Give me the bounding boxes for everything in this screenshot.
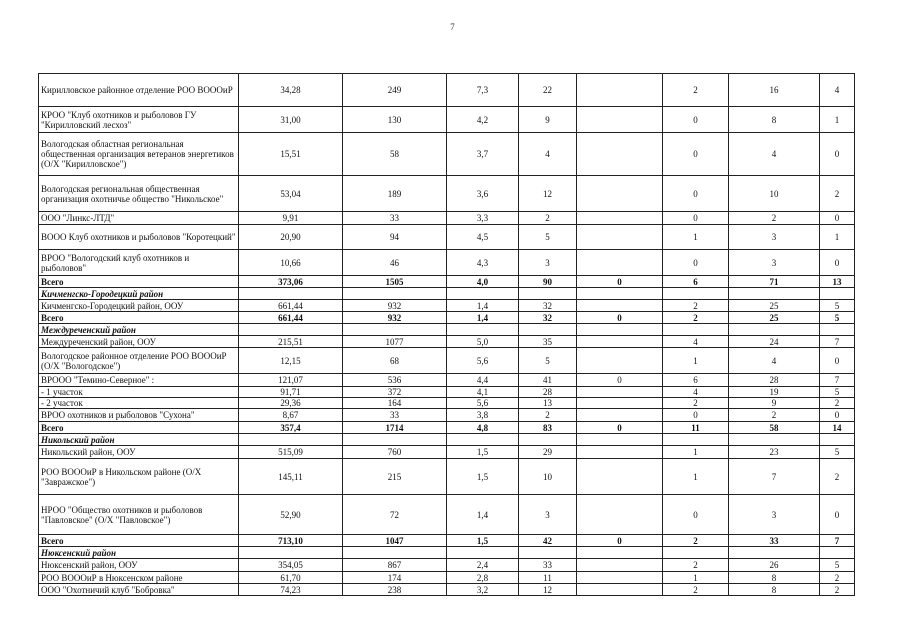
value-cell-col2: 33 (343, 409, 447, 422)
organization-name-cell: Никольский район, ООУ (39, 446, 239, 459)
value-cell-col1: 9,91 (239, 212, 343, 225)
value-cell-col1: 357,4 (239, 422, 343, 434)
section-header-row (39, 324, 855, 336)
value-cell-col1: 61,70 (239, 572, 343, 584)
value-cell-col5: 0 (577, 276, 663, 288)
value-cell-col2: 372 (343, 387, 447, 398)
organization-name-cell: Всего (39, 535, 239, 547)
organization-name-cell: ООО "Линкс-ЛТД" (39, 212, 239, 225)
organization-name-cell: - 2 участок (39, 398, 239, 409)
table-row (39, 250, 855, 276)
value-cell-col6: 0 (663, 250, 729, 276)
value-cell-col7: 10 (729, 176, 820, 212)
value-cell-col7: 19 (729, 387, 820, 398)
value-cell-col2: 1077 (343, 336, 447, 348)
value-cell-col7: 2 (729, 409, 820, 422)
value-cell-col4: 11 (519, 572, 577, 584)
value-cell-col4: 2 (519, 212, 577, 225)
value-cell-col7: 16 (729, 74, 820, 107)
value-cell-col8: 13 (820, 276, 855, 288)
value-cell-col3: 3,2 (447, 584, 519, 596)
value-cell-col8: 5 (820, 559, 855, 572)
total-row (39, 422, 855, 434)
value-cell-col4: 2 (519, 409, 577, 422)
table-row (39, 374, 855, 387)
value-cell-col1: 52,90 (239, 495, 343, 535)
table-row (39, 336, 855, 348)
value-cell-col8: 0 (820, 133, 855, 176)
value-cell-col1: 15,51 (239, 133, 343, 176)
total-row (39, 535, 855, 547)
value-cell-col1 (239, 434, 343, 446)
value-cell-col7: 23 (729, 446, 820, 459)
value-cell-col8: 7 (820, 336, 855, 348)
value-cell-col5 (577, 572, 663, 584)
value-cell-col3: 3,8 (447, 409, 519, 422)
value-cell-col4 (519, 324, 577, 336)
table-row (39, 300, 855, 312)
value-cell-col1: 215,51 (239, 336, 343, 348)
value-cell-col7: 58 (729, 422, 820, 434)
value-cell-col8: 5 (820, 312, 855, 324)
value-cell-col4: 9 (519, 107, 577, 133)
value-cell-col7 (729, 324, 820, 336)
table-body (39, 74, 855, 596)
value-cell-col6: 6 (663, 276, 729, 288)
organization-name-cell: ВРОО охотников и рыболовов "Сухона" (39, 409, 239, 422)
value-cell-col1: 20,90 (239, 225, 343, 250)
value-cell-col1: 713,10 (239, 535, 343, 547)
value-cell-col4 (519, 288, 577, 300)
organization-name-cell: - 1 участок (39, 387, 239, 398)
value-cell-col7: 3 (729, 225, 820, 250)
hunting-grounds-table (38, 73, 855, 596)
value-cell-col6: 1 (663, 225, 729, 250)
value-cell-col4: 83 (519, 422, 577, 434)
section-header-row (39, 547, 855, 559)
value-cell-col7 (729, 288, 820, 300)
table-row (39, 446, 855, 459)
value-cell-col5: 0 (577, 312, 663, 324)
value-cell-col7: 25 (729, 300, 820, 312)
value-cell-col8: 2 (820, 584, 855, 596)
table-row (39, 398, 855, 409)
value-cell-col3: 4,5 (447, 225, 519, 250)
value-cell-col2: 932 (343, 312, 447, 324)
organization-name-cell: Нюксенский район (39, 547, 239, 559)
organization-name-cell: Кичменгско-Городецкий район, ООУ (39, 300, 239, 312)
organization-name-cell: КРОО "Клуб охотников и рыболовов ГУ "Кирилловский лесхоз" (39, 107, 239, 133)
value-cell-col8: 0 (820, 409, 855, 422)
organization-name-cell: Междуреченский район, ООУ (39, 336, 239, 348)
value-cell-col3: 2,8 (447, 572, 519, 584)
value-cell-col1: 8,67 (239, 409, 343, 422)
value-cell-col7: 25 (729, 312, 820, 324)
value-cell-col8: 5 (820, 387, 855, 398)
value-cell-col4: 13 (519, 398, 577, 409)
table-row (39, 572, 855, 584)
organization-name-cell: ООО "Охотничий клуб "Бобровка" (39, 584, 239, 596)
value-cell-col7 (729, 434, 820, 446)
value-cell-col3: 3,3 (447, 212, 519, 225)
organization-name-cell: Вологодская областная региональная общественная организация ветеранов энергетиков (О/Х "Кирилловское") (39, 133, 239, 176)
value-cell-col2: 1505 (343, 276, 447, 288)
value-cell-col2 (343, 324, 447, 336)
value-cell-col8: 0 (820, 250, 855, 276)
value-cell-col3: 4,3 (447, 250, 519, 276)
table-row (39, 348, 855, 374)
value-cell-col6: 0 (663, 212, 729, 225)
value-cell-col4: 33 (519, 559, 577, 572)
value-cell-col6: 2 (663, 398, 729, 409)
table-row (39, 225, 855, 250)
value-cell-col5 (577, 547, 663, 559)
value-cell-col6: 1 (663, 348, 729, 374)
value-cell-col6: 4 (663, 387, 729, 398)
organization-name-cell: РОО ВОООиР в Нюксенском районе (39, 572, 239, 584)
value-cell-col8: 2 (820, 572, 855, 584)
value-cell-col1: 515,09 (239, 446, 343, 459)
value-cell-col4: 5 (519, 225, 577, 250)
value-cell-col7: 4 (729, 133, 820, 176)
value-cell-col3: 1,4 (447, 300, 519, 312)
value-cell-col5 (577, 288, 663, 300)
table-row (39, 584, 855, 596)
value-cell-col7: 8 (729, 107, 820, 133)
value-cell-col6: 1 (663, 459, 729, 495)
value-cell-col4: 5 (519, 348, 577, 374)
value-cell-col3: 3,6 (447, 176, 519, 212)
value-cell-col3 (447, 288, 519, 300)
value-cell-col8: 1 (820, 107, 855, 133)
table-row (39, 133, 855, 176)
value-cell-col3: 1,5 (447, 535, 519, 547)
value-cell-col3: 4,1 (447, 387, 519, 398)
organization-name-cell: Кирилловское районное отделение РОО ВОООиР (39, 74, 239, 107)
value-cell-col3 (447, 324, 519, 336)
value-cell-col6: 2 (663, 535, 729, 547)
value-cell-col5 (577, 176, 663, 212)
value-cell-col5 (577, 559, 663, 572)
value-cell-col1: 74,23 (239, 584, 343, 596)
value-cell-col8: 0 (820, 212, 855, 225)
value-cell-col2: 68 (343, 348, 447, 374)
table-row (39, 409, 855, 422)
value-cell-col1: 661,44 (239, 312, 343, 324)
value-cell-col2: 932 (343, 300, 447, 312)
value-cell-col5 (577, 225, 663, 250)
value-cell-col2: 867 (343, 559, 447, 572)
value-cell-col4: 90 (519, 276, 577, 288)
table-row (39, 74, 855, 107)
value-cell-col1 (239, 324, 343, 336)
value-cell-col2: 1714 (343, 422, 447, 434)
section-header-row (39, 434, 855, 446)
value-cell-col6: 11 (663, 422, 729, 434)
value-cell-col7: 7 (729, 459, 820, 495)
value-cell-col3: 5,6 (447, 398, 519, 409)
value-cell-col8: 1 (820, 225, 855, 250)
value-cell-col3: 7,3 (447, 74, 519, 107)
value-cell-col2: 58 (343, 133, 447, 176)
value-cell-col5 (577, 133, 663, 176)
value-cell-col1: 29,36 (239, 398, 343, 409)
value-cell-col1: 354,05 (239, 559, 343, 572)
value-cell-col5 (577, 584, 663, 596)
value-cell-col5: 0 (577, 422, 663, 434)
table-row (39, 387, 855, 398)
value-cell-col6: 2 (663, 559, 729, 572)
value-cell-col1: 661,44 (239, 300, 343, 312)
value-cell-col5 (577, 434, 663, 446)
value-cell-col4: 28 (519, 387, 577, 398)
value-cell-col4 (519, 434, 577, 446)
value-cell-col4: 10 (519, 459, 577, 495)
value-cell-col2: 174 (343, 572, 447, 584)
value-cell-col2: 33 (343, 212, 447, 225)
value-cell-col1: 91,71 (239, 387, 343, 398)
value-cell-col3: 1,4 (447, 312, 519, 324)
value-cell-col5 (577, 387, 663, 398)
value-cell-col5 (577, 107, 663, 133)
value-cell-col4: 32 (519, 312, 577, 324)
value-cell-col6: 0 (663, 133, 729, 176)
table-row (39, 459, 855, 495)
table-row (39, 176, 855, 212)
value-cell-col6: 4 (663, 336, 729, 348)
value-cell-col2: 249 (343, 74, 447, 107)
value-cell-col1: 10,66 (239, 250, 343, 276)
value-cell-col8: 0 (820, 348, 855, 374)
value-cell-col4: 3 (519, 250, 577, 276)
value-cell-col6: 0 (663, 495, 729, 535)
value-cell-col8 (820, 324, 855, 336)
value-cell-col5 (577, 74, 663, 107)
value-cell-col7: 28 (729, 374, 820, 387)
value-cell-col8: 2 (820, 398, 855, 409)
value-cell-col3: 5,0 (447, 336, 519, 348)
organization-name-cell: ВООО Клуб охотников и рыболовов "Коротецкий" (39, 225, 239, 250)
value-cell-col7: 3 (729, 250, 820, 276)
value-cell-col4: 12 (519, 584, 577, 596)
value-cell-col4 (519, 547, 577, 559)
total-row (39, 312, 855, 324)
value-cell-col5 (577, 348, 663, 374)
organization-name-cell: НРОО "Общество охотников и рыболовов "Павловское" (О/Х "Павловское") (39, 495, 239, 535)
value-cell-col2: 72 (343, 495, 447, 535)
table-row (39, 495, 855, 535)
value-cell-col2: 215 (343, 459, 447, 495)
organization-name-cell: Всего (39, 312, 239, 324)
value-cell-col7: 9 (729, 398, 820, 409)
value-cell-col7: 71 (729, 276, 820, 288)
value-cell-col4: 35 (519, 336, 577, 348)
value-cell-col2: 1047 (343, 535, 447, 547)
value-cell-col5 (577, 324, 663, 336)
value-cell-col7: 33 (729, 535, 820, 547)
value-cell-col5: 0 (577, 535, 663, 547)
value-cell-col1: 12,15 (239, 348, 343, 374)
organization-name-cell: Всего (39, 422, 239, 434)
organization-name-cell: Кичменгско-Городецкий район (39, 288, 239, 300)
value-cell-col5 (577, 459, 663, 495)
value-cell-col2 (343, 434, 447, 446)
value-cell-col7: 2 (729, 212, 820, 225)
value-cell-col2: 536 (343, 374, 447, 387)
value-cell-col8: 0 (820, 495, 855, 535)
value-cell-col3: 4,4 (447, 374, 519, 387)
value-cell-col3: 3,7 (447, 133, 519, 176)
section-header-row (39, 288, 855, 300)
value-cell-col6: 6 (663, 374, 729, 387)
value-cell-col1: 53,04 (239, 176, 343, 212)
value-cell-col7: 8 (729, 572, 820, 584)
value-cell-col2 (343, 288, 447, 300)
value-cell-col3: 2,4 (447, 559, 519, 572)
value-cell-col6: 0 (663, 176, 729, 212)
value-cell-col6 (663, 324, 729, 336)
value-cell-col6: 2 (663, 584, 729, 596)
value-cell-col6: 1 (663, 446, 729, 459)
value-cell-col7: 26 (729, 559, 820, 572)
organization-name-cell: Вологодское районное отделение РОО ВОООиР (О/Х "Вологодское") (39, 348, 239, 374)
value-cell-col5: 0 (577, 374, 663, 387)
value-cell-col3 (447, 547, 519, 559)
value-cell-col2: 130 (343, 107, 447, 133)
value-cell-col2: 238 (343, 584, 447, 596)
organization-name-cell: Никольский район (39, 434, 239, 446)
value-cell-col4: 12 (519, 176, 577, 212)
value-cell-col1: 373,06 (239, 276, 343, 288)
value-cell-col1: 121,07 (239, 374, 343, 387)
value-cell-col2: 164 (343, 398, 447, 409)
value-cell-col2: 189 (343, 176, 447, 212)
value-cell-col3: 4,8 (447, 422, 519, 434)
organization-name-cell: Всего (39, 276, 239, 288)
value-cell-col8: 5 (820, 300, 855, 312)
value-cell-col3: 1,4 (447, 495, 519, 535)
organization-name-cell: Междуреченский район (39, 324, 239, 336)
value-cell-col8: 4 (820, 74, 855, 107)
value-cell-col4: 22 (519, 74, 577, 107)
value-cell-col2: 46 (343, 250, 447, 276)
total-row (39, 276, 855, 288)
value-cell-col5 (577, 300, 663, 312)
value-cell-col6 (663, 288, 729, 300)
value-cell-col6 (663, 547, 729, 559)
value-cell-col6: 0 (663, 107, 729, 133)
value-cell-col8: 7 (820, 374, 855, 387)
value-cell-col7: 4 (729, 348, 820, 374)
value-cell-col8: 2 (820, 176, 855, 212)
value-cell-col6: 2 (663, 74, 729, 107)
value-cell-col6: 0 (663, 409, 729, 422)
value-cell-col1: 145,11 (239, 459, 343, 495)
value-cell-col5 (577, 495, 663, 535)
value-cell-col4: 32 (519, 300, 577, 312)
value-cell-col6: 2 (663, 312, 729, 324)
value-cell-col3: 4,2 (447, 107, 519, 133)
value-cell-col7: 24 (729, 336, 820, 348)
value-cell-col2: 760 (343, 446, 447, 459)
value-cell-col8: 2 (820, 459, 855, 495)
value-cell-col2 (343, 547, 447, 559)
value-cell-col6: 1 (663, 572, 729, 584)
organization-name-cell: ВРООО "Темино-Северное" : (39, 374, 239, 387)
table-row (39, 559, 855, 572)
value-cell-col4: 41 (519, 374, 577, 387)
value-cell-col3: 1,5 (447, 446, 519, 459)
value-cell-col5 (577, 409, 663, 422)
value-cell-col8 (820, 547, 855, 559)
value-cell-col8 (820, 434, 855, 446)
value-cell-col5 (577, 212, 663, 225)
page-number: 7 (450, 22, 455, 32)
value-cell-col4: 42 (519, 535, 577, 547)
value-cell-col1 (239, 288, 343, 300)
value-cell-col8 (820, 288, 855, 300)
value-cell-col1: 31,00 (239, 107, 343, 133)
value-cell-col1: 34,28 (239, 74, 343, 107)
value-cell-col1 (239, 547, 343, 559)
organization-name-cell: ВРОО "Вологодский клуб охотников и рыболовов" (39, 250, 239, 276)
value-cell-col4: 4 (519, 133, 577, 176)
value-cell-col4: 3 (519, 495, 577, 535)
value-cell-col8: 7 (820, 535, 855, 547)
value-cell-col6: 2 (663, 300, 729, 312)
value-cell-col5 (577, 446, 663, 459)
value-cell-col3 (447, 434, 519, 446)
value-cell-col3: 4,0 (447, 276, 519, 288)
value-cell-col6 (663, 434, 729, 446)
table-row (39, 107, 855, 133)
organization-name-cell: РОО ВОООиР в Никольском районе (О/Х "Завражское") (39, 459, 239, 495)
value-cell-col2: 94 (343, 225, 447, 250)
table-row (39, 212, 855, 225)
organization-name-cell: Нюксенский район, ООУ (39, 559, 239, 572)
value-cell-col3: 5,6 (447, 348, 519, 374)
value-cell-col5 (577, 250, 663, 276)
value-cell-col4: 29 (519, 446, 577, 459)
value-cell-col7: 8 (729, 584, 820, 596)
value-cell-col3: 1,5 (447, 459, 519, 495)
value-cell-col8: 14 (820, 422, 855, 434)
value-cell-col7: 3 (729, 495, 820, 535)
organization-name-cell: Вологодская региональная общественная организация охотничье общество "Никольское" (39, 176, 239, 212)
value-cell-col5 (577, 398, 663, 409)
value-cell-col7 (729, 547, 820, 559)
value-cell-col5 (577, 336, 663, 348)
value-cell-col8: 5 (820, 446, 855, 459)
